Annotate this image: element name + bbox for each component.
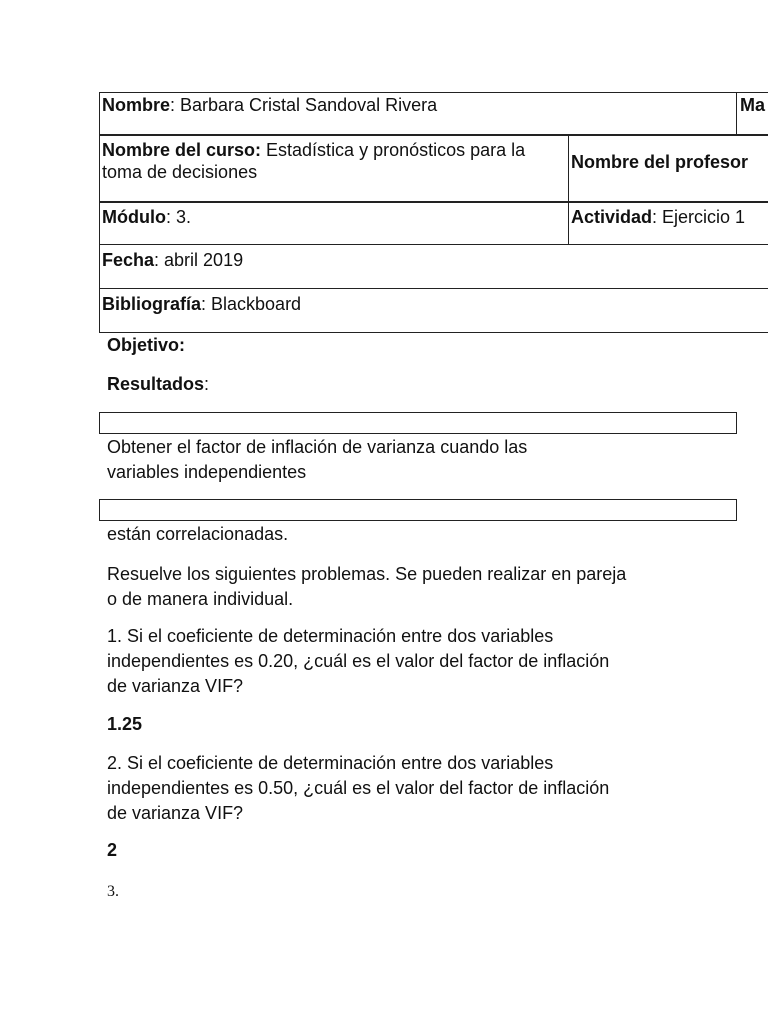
table-row-divider	[99, 288, 768, 289]
empty-table-row	[99, 412, 737, 434]
activity-cell	[571, 206, 745, 228]
module-value: : 3.	[165, 207, 191, 227]
table-row-divider	[99, 201, 768, 203]
name-label: Nombre	[102, 95, 171, 115]
question-2: 2. Si el coeficiente de determinación entre dos variables independientes es 0.50, ¿cuál es el valor del factor de inflación de varianza VIF?	[107, 753, 610, 823]
answer-2	[107, 838, 637, 863]
activity-label: Actividad	[571, 207, 653, 227]
module-label: Módulo	[102, 207, 166, 227]
results-label: Resultados	[107, 374, 205, 394]
name-cell	[102, 94, 437, 116]
course-label: Nombre del curso:	[102, 140, 262, 160]
table-column-divider	[568, 135, 569, 245]
header-table	[99, 92, 768, 333]
answer-1-integer: 1	[107, 714, 118, 734]
paragraph-continuation: están correlacionadas.	[107, 524, 289, 544]
bibliography-label: Bibliografía	[102, 294, 202, 314]
activity-value: : Ejercicio 1	[652, 207, 746, 227]
date-value: : abril 2019	[154, 250, 244, 270]
table-border-top	[99, 92, 768, 93]
answer-1	[107, 712, 637, 737]
question-3: 3.	[107, 883, 119, 900]
empty-table-row	[99, 499, 737, 521]
professor-label: Nombre del profesor	[571, 152, 749, 172]
course-value: Estadística y pronósticos para la toma de decisiones	[102, 140, 526, 182]
right-header-label: Ma	[740, 95, 766, 115]
date-cell	[102, 249, 243, 271]
question-1: 1. Si el coeficiente de determinación entre dos variables independientes es 0.20, ¿cuál es el valor del factor de inflación de varianza VIF?	[107, 626, 610, 696]
date-label: Fecha	[102, 250, 155, 270]
professor-cell	[571, 151, 748, 173]
paragraph-instructions: Resuelve los siguientes problemas. Se pueden realizar en pareja o de manera individual.	[107, 564, 627, 609]
module-cell	[102, 206, 191, 228]
table-row-divider	[99, 134, 768, 136]
table-row-divider	[99, 244, 768, 245]
table-column-divider	[736, 92, 737, 135]
bibliography-value: : Blackboard	[201, 294, 302, 314]
course-cell	[102, 139, 562, 183]
objective-heading	[107, 333, 637, 358]
answer-1-decimal: .25	[117, 714, 143, 734]
results-heading	[107, 372, 637, 397]
results-colon: :	[204, 374, 210, 394]
objective-label: Objetivo:	[107, 335, 186, 355]
paragraph-objective: Obtener el factor de inflación de varianza cuando las variables independientes	[107, 437, 528, 482]
answer-2-value: 2	[107, 840, 118, 860]
right-header-cell	[740, 94, 765, 116]
table-border-left	[99, 92, 100, 333]
bibliography-cell	[102, 293, 301, 315]
name-value: : Barbara Cristal Sandoval Rivera	[170, 95, 438, 115]
